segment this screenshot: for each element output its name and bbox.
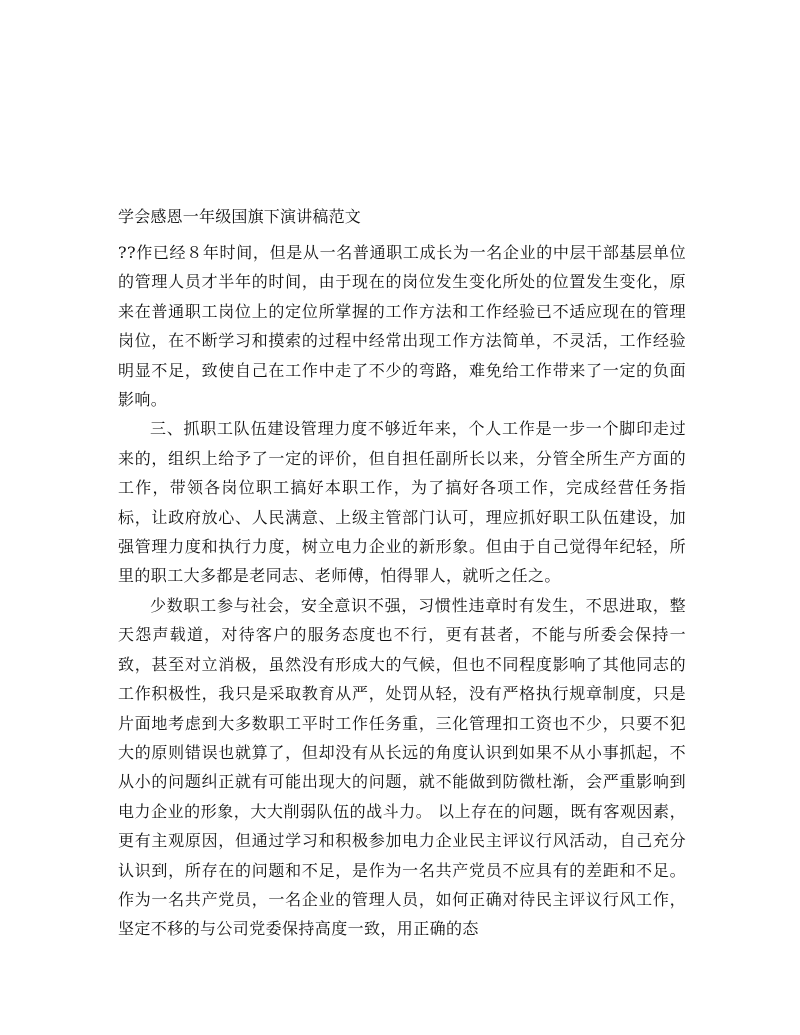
document-body xyxy=(118,238,686,944)
paragraph-3: 少数职工参与社会，安全意识不强，习惯性违章时有发生，不思进取，整天怨声载道，对待客户的服务态度也不行，更有甚者，不能与所委会保持一致，甚至对立消极，虽然没有形成大的气候，但也不同程度影响了其他同志的工作积极性，我只是采取教育从严，处罚从轻，没有严格执行规章制度，只是片面地考虑到大多数职工平时工作任务重，三化管理扣工资也不少，只要不犯大的原则错误也就算了，但却没有从长远的角度认识到如果不从小事抓起，不从小的问题纠正就有可能出现大的问题，就不能做到防微杜渐，会严重影响到电力企业的形象，大大削弱队伍的战斗力。 以上存在的问题，既有客观因素，更有主观原因，但通过学习和积极参加电力企业民主评议行风活动，自己充分认识到，所存在的问题和不足，是作为一名共产党员不应具有的差距和不足。作为一名共产党员，一名企业的管理人员，如何正确对待民主评议行风工作，坚定不移的与公司党委保持高度一致，用正确的态 xyxy=(118,595,686,939)
paragraph-2: 三、抓职工队伍建设管理力度不够近年来，个人工作是一步一个脚印走过来的，组织上给予了一定的评价，但自担任副所长以来，分管全所生产方面的工作，带领各岗位职工搞好本职工作，为了搞好各项工作，完成经营任务指标，让政府放心、人民满意、上级主管部门认可，理应抓好职工队伍建设，加强管理力度和执行力度，树立电力企业的新形象。但由于自己觉得年纪轻，所里的职工大多都是老同志、老师傅，怕得罪人，就听之任之。 xyxy=(118,419,686,586)
document-title: 学会感恩一年级国旗下演讲稿范文 xyxy=(118,207,362,226)
paragraph-1: ??作已经８年时间，但是从一名普通职工成长为一名企业的中层干部基层单位的管理人员才半年的时间，由于现在的岗位发生变化所处的位置发生变化，原来在普通职工岗位上的定位所掌握的工作方法和工作经验已不适应现在的管理岗位，在不断学习和摸索的过程中经常出现工作方法简单，不灵活，工作经验明显不足，致使自己在工作中走了不少的弯路，难免给工作带来了一定的负面影响。 xyxy=(118,243,686,410)
